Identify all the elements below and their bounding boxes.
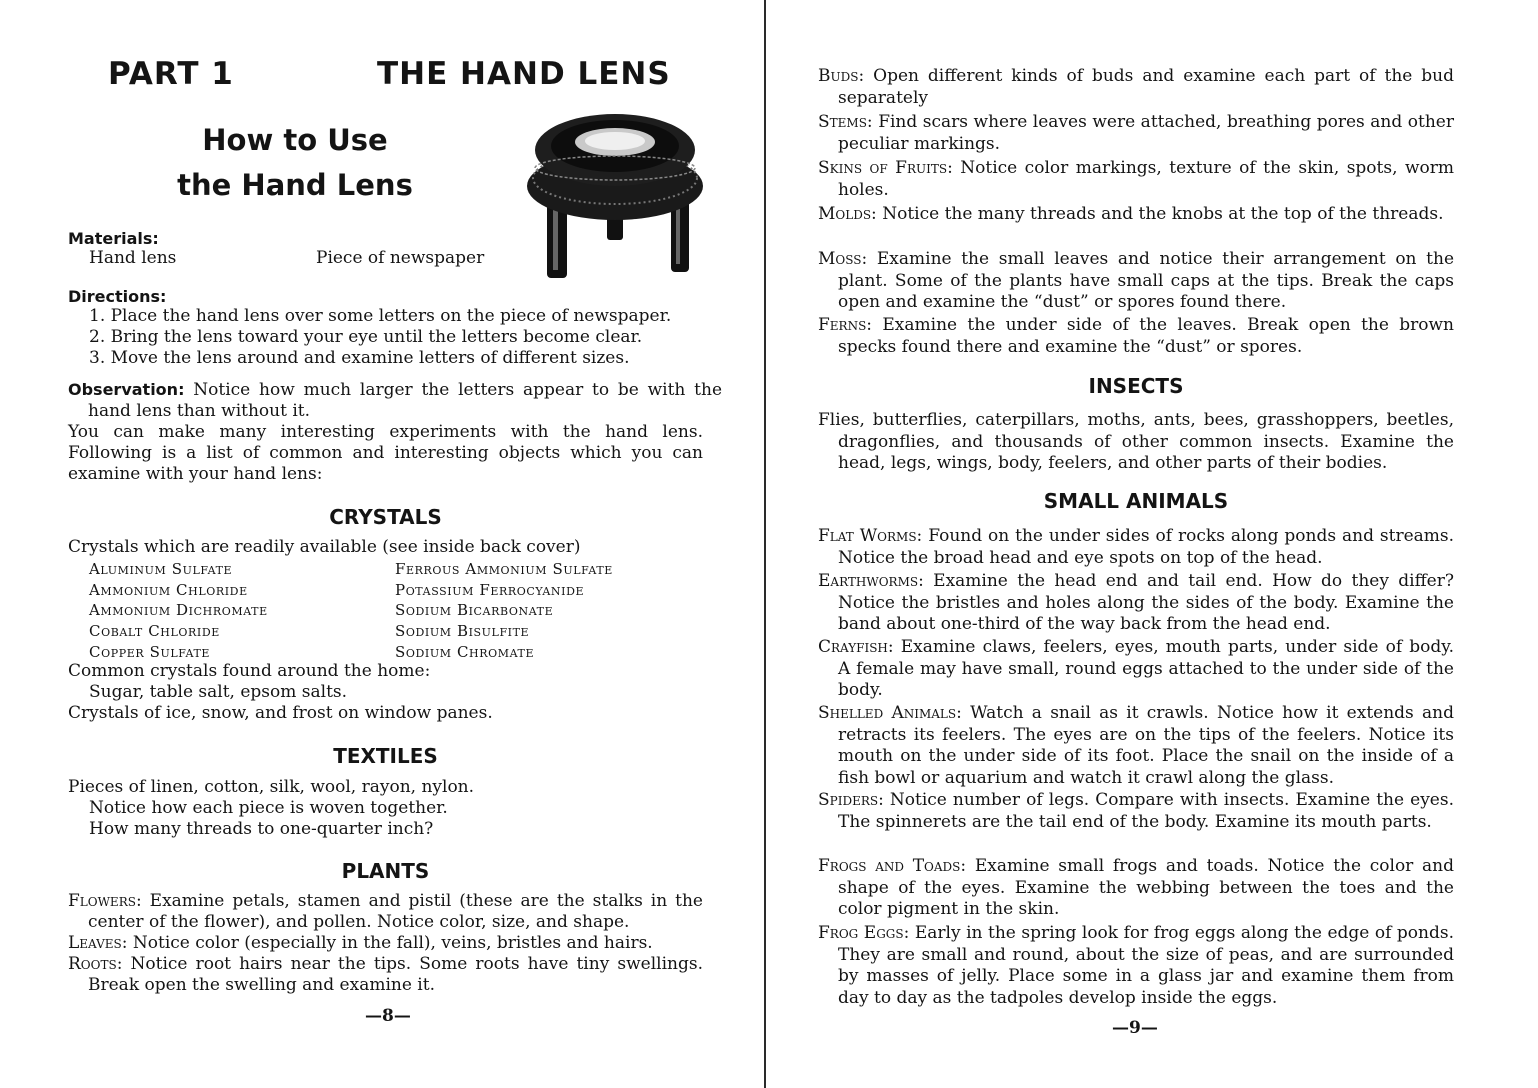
animal-entry bbox=[818, 923, 1454, 1009]
entry-term: Flowers: bbox=[68, 891, 142, 911]
direction-step: 1. Place the hand lens over some letters on the piece of newspaper. bbox=[89, 306, 672, 326]
crystals-heading: CRYSTALS bbox=[329, 505, 442, 529]
entry-term: Molds: bbox=[818, 204, 877, 224]
entry-text: Notice color (especially in the fall), veins, bristles and hairs. bbox=[132, 933, 653, 953]
entry-text: Notice root hairs near the tips. Some roots have tiny swellings. Break open the swelling and examine it. bbox=[88, 954, 703, 995]
observation-label: Observation: bbox=[68, 380, 185, 399]
entry-term: Moss: bbox=[818, 249, 868, 269]
section-title bbox=[140, 118, 450, 208]
hand-lens-illustration bbox=[525, 108, 705, 280]
entry-term: Frog Eggs: bbox=[818, 923, 910, 943]
plant-entry bbox=[68, 954, 703, 996]
animal-entry bbox=[818, 703, 1454, 789]
textiles-line: How many threads to one-quarter inch? bbox=[89, 819, 434, 839]
insects-text: Flies, butterflies, caterpillars, moths, ants, bees, grasshoppers, beetles, dragonflies, and thousands of other common insects. Examine the head, legs, wings, body, feelers, and other parts of their bodies. bbox=[818, 410, 1454, 473]
crystal-item: Sodium Bicarbonate bbox=[395, 601, 554, 620]
crystal-item: Ferrous Ammonium Sulfate bbox=[395, 560, 613, 578]
directions-list bbox=[89, 306, 709, 368]
entry-text: Examine the head end and tail end. How do they differ? Notice the bristles and holes along the sides of the body. Examine the band about one-third of the way back from the head end. bbox=[838, 571, 1454, 634]
directions-label: Directions: bbox=[68, 287, 167, 306]
direction-step: 2. Bring the lens toward your eye until the letters become clear. bbox=[89, 326, 643, 347]
entry-term: Stems: bbox=[818, 112, 873, 132]
entry-text: Examine the under side of the leaves. Break open the brown specks found there and examine the “dust” or spores. bbox=[838, 315, 1454, 357]
entry-text: Examine claws, feelers, eyes, mouth parts, under side of body. A female may have small, round eggs attached to the under side of the body. bbox=[838, 637, 1454, 700]
common-crystals-items: Sugar, table salt, epsom salts. bbox=[89, 682, 348, 702]
entry-text: Early in the spring look for frog eggs along the edge of ponds. They are small and round, about the size of peas, and are surrounded by masses of jelly. Place some in a glass jar and examine them from day to day as the tadpoles develop inside the eggs. bbox=[838, 923, 1454, 1008]
section-title-line2: the Hand Lens bbox=[177, 168, 413, 202]
material-item: Piece of newspaper bbox=[316, 248, 485, 268]
animal-entry bbox=[818, 571, 1454, 636]
crystals-intro: Crystals which are readily available (see inside back cover) bbox=[68, 537, 581, 557]
page-number: —8— bbox=[365, 1006, 411, 1026]
entry-text: Notice number of legs. Compare with insects. Examine the eyes. The spinnerets are the tail end of the body. Examine its mouth parts. bbox=[838, 790, 1454, 832]
crystal-item: Potassium Ferrocyanide bbox=[395, 580, 585, 599]
materials-label: Materials: bbox=[68, 229, 159, 248]
entry-term: Ferns: bbox=[818, 315, 873, 335]
entry-term: Skins of Fruits: bbox=[818, 158, 953, 178]
entry-text: Notice the many threads and the knobs at the top of the threads. bbox=[882, 204, 1444, 224]
textiles-line: Pieces of linen, cotton, silk, wool, rayon, nylon. bbox=[68, 777, 475, 797]
observation-text: Notice how much larger the letters appear to be with the hand lens than without it. bbox=[88, 380, 723, 421]
textiles-line: Notice how each piece is woven together. bbox=[89, 798, 448, 818]
entry-term: Earthworms: bbox=[818, 571, 924, 591]
section-title-line1: How to Use bbox=[202, 123, 388, 157]
left-page bbox=[0, 0, 764, 1088]
crystal-item: Sodium Chromate bbox=[395, 642, 535, 661]
right-page bbox=[770, 0, 1538, 1088]
entry-term: Buds: bbox=[818, 66, 865, 86]
entry-text: Found on the under sides of rocks along ponds and streams. Notice the broad head and eye spots on top of the head. bbox=[838, 526, 1455, 568]
plant-entry bbox=[818, 112, 1454, 155]
observation bbox=[68, 380, 722, 422]
direction-step: 3. Move the lens around and examine letters of different sizes. bbox=[89, 347, 630, 368]
plants-heading: PLANTS bbox=[341, 859, 430, 883]
entry-term: Flat Worms: bbox=[818, 526, 923, 546]
entry-text: Examine petals, stamen and pistil (these are the stalks in the center of the flower), and pollen. Notice color, size, and shape. bbox=[88, 891, 703, 932]
entry-text: Examine small frogs and toads. Notice the color and shape of the eyes. Examine the webbing between the toes and the color pigment in the skin. bbox=[838, 856, 1455, 919]
entry-text: Examine the small leaves and notice their arrangement on the plant. Some of the plants have small caps at the tips. Break the caps open and examine the “dust” or spores found there. bbox=[838, 249, 1455, 312]
crystal-item: Aluminum Sulfate bbox=[89, 560, 233, 578]
plant-entry bbox=[818, 315, 1454, 358]
entry-text: Watch a snail as it crawls. Notice how it extends and retracts its feelers. The eyes are on the tips of the feelers. Notice its mouth on the under side of its foot. Place the snail on the inside of a fish bowl or aquarium and watch it crawl along the glass. bbox=[838, 703, 1455, 788]
textiles-heading: TEXTILES bbox=[333, 744, 438, 768]
entry-term: Shelled Animals: bbox=[818, 703, 962, 723]
animal-entry bbox=[818, 637, 1454, 702]
crystal-item: Sodium Bisulfite bbox=[395, 622, 530, 641]
entry-term: Roots: bbox=[68, 954, 123, 974]
entry-text: Open different kinds of buds and examine each part of the bud separately bbox=[838, 66, 1455, 108]
entry-term: Crayfish: bbox=[818, 637, 894, 657]
entry-text: Find scars where leaves were attached, breathing pores and other peculiar markings. bbox=[838, 112, 1454, 154]
entry-term: Spiders: bbox=[818, 790, 884, 810]
crystal-item: Copper Sulfate bbox=[89, 642, 211, 661]
part-title: THE HAND LENS bbox=[377, 56, 671, 92]
crystals-list-col1 bbox=[89, 559, 268, 663]
page-number: —9— bbox=[1112, 1018, 1158, 1038]
common-crystals-label: Common crystals found around the home: bbox=[68, 661, 431, 681]
crystal-item: Ammonium Dichromate bbox=[89, 601, 268, 620]
intro-paragraph: You can make many interesting experiments with the hand lens. Following is a list of common and interesting objects which you can examine with your hand lens: bbox=[68, 422, 703, 484]
entry-term: Leaves: bbox=[68, 933, 128, 953]
plant-entry bbox=[818, 158, 1454, 201]
plant-entry bbox=[818, 249, 1454, 314]
page-gutter bbox=[764, 0, 766, 1088]
material-item: Hand lens bbox=[89, 248, 177, 268]
small-animals-heading: SMALL ANIMALS bbox=[1043, 489, 1229, 513]
plant-entry bbox=[68, 933, 703, 954]
animal-entry bbox=[818, 790, 1454, 833]
part-label: PART 1 bbox=[108, 56, 234, 92]
plant-entry bbox=[818, 204, 1454, 226]
crystals-list-col2 bbox=[395, 559, 613, 663]
plant-entry bbox=[68, 891, 703, 933]
entry-text: Notice color markings, texture of the skin, spots, worm holes. bbox=[838, 158, 1454, 200]
ice-crystals: Crystals of ice, snow, and frost on window panes. bbox=[68, 703, 493, 723]
animal-entry bbox=[818, 526, 1454, 569]
entry-term: Frogs and Toads: bbox=[818, 856, 967, 876]
crystal-item: Ammonium Chloride bbox=[89, 580, 248, 599]
animal-entry bbox=[818, 856, 1454, 921]
crystal-item: Cobalt Chloride bbox=[89, 622, 220, 641]
plant-entry bbox=[818, 66, 1454, 109]
insects-heading: INSECTS bbox=[1088, 374, 1184, 398]
